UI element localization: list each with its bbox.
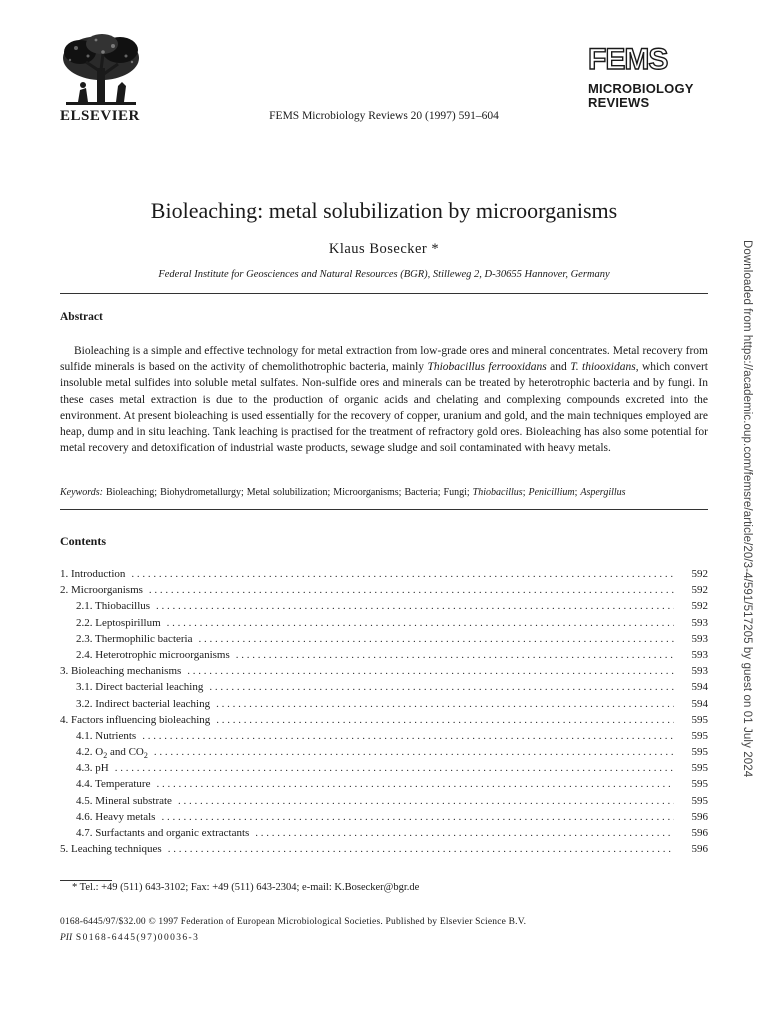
toc-entry[interactable] [60, 568, 708, 584]
divider [60, 509, 708, 510]
toc-leader-dots [156, 600, 674, 612]
toc-entry-label: 4.5. Mineral substrate [76, 794, 172, 807]
toc-entry-page: 595 [691, 778, 708, 791]
toc-entry[interactable] [60, 827, 708, 843]
contents-heading: Contents [60, 534, 107, 548]
toc-entry-page: 593 [691, 616, 708, 629]
toc-entry[interactable] [60, 714, 708, 730]
toc-leader-dots [198, 633, 674, 645]
toc-leader-dots [168, 843, 674, 855]
author-affiliation: Federal Institute for Geosciences and Natural Resources (BGR), Stilleweg 2, D-30655 Hannover, Germany [158, 269, 610, 280]
toc-entry-label: 2.1. Thiobacillus [76, 600, 151, 613]
toc-entry[interactable] [60, 778, 708, 794]
toc-entry[interactable] [60, 665, 708, 681]
abstract-text-part: , which convert insoluble metal sulfides into soluble metal sulfates. Non-sulfide ores and minerals can be treated by heterotrophic bacteria and by fungi. In these cases metal extraction is due to the production of organic acids and chelating and complexing compounds excreted into the environment. At present bioleaching is used essentially for the recovery of copper, uranium and gold, and the main techniques employed are heap, dump and in situ leaching. Tank leaching is practised for the treatment of refractory gold ores. Bioleaching has also some potential for metal recovery and detoxification of industrial waste products, sewage sludge and soil contaminated with heavy metals. [60, 361, 708, 455]
journal-reference: FEMS Microbiology Reviews 20 (1997) 591–604 [269, 110, 499, 122]
toc-leader-dots [255, 827, 674, 839]
toc-leader-dots [167, 617, 674, 629]
keyword-italic: Thiobacillus [472, 487, 523, 498]
publisher-name: ELSEVIER [60, 108, 140, 124]
footnote-divider [60, 880, 112, 881]
toc-entry-label: 4. Factors influencing bioleaching [60, 713, 211, 726]
divider [60, 293, 708, 294]
toc-entry-page: 594 [691, 697, 708, 710]
toc-entry-page: 594 [691, 681, 708, 694]
elsevier-tree-logo [58, 32, 144, 112]
toc-entry-label: 2.2. Leptospirillum [76, 616, 161, 629]
toc-entry-label: 3. Bioleaching mechanisms [60, 665, 182, 678]
keywords [60, 487, 708, 498]
toc-entry[interactable] [60, 843, 708, 859]
toc-entry-page: 595 [691, 713, 708, 726]
keywords-list: Bioleaching; Biohydrometallurgy; Metal solubilization; Microorganisms; Bacteria; Fungi; [105, 487, 473, 498]
toc-leader-dots [236, 649, 674, 661]
toc-entry-page: 596 [691, 827, 708, 839]
toc-entry-page: 592 [691, 600, 708, 613]
toc-entry-label: 4.1. Nutrients [76, 729, 137, 742]
abstract-text [60, 343, 708, 456]
toc-entry-page: 593 [691, 632, 708, 645]
species-name: Thiobacillus ferrooxidans [427, 361, 547, 374]
toc-entry[interactable] [60, 681, 708, 697]
abstract-heading: Abstract [60, 311, 103, 323]
toc-entry-page: 595 [691, 746, 708, 759]
toc-entry-label: 3.1. Direct bacterial leaching [76, 681, 204, 694]
toc-leader-dots [216, 714, 674, 726]
fems-journal-logo [588, 43, 692, 73]
toc-entry[interactable] [60, 730, 708, 746]
toc-entry-label: 4.7. Surfactants and organic extractants [76, 827, 250, 839]
toc-entry[interactable] [60, 698, 708, 714]
toc-entry-label: 1. Introduction [60, 568, 126, 580]
abstract-text-part: Bioleaching is a simple and effective technology for metal extraction from low-grade ores and mineral concentrates. Metal recovery from sulfide minerals is based on the activity of chemolithotrophic bacteria, mainly [60, 345, 708, 374]
toc-entry-label: 2.4. Heterotrophic microorganisms [76, 648, 230, 661]
keyword-separator: ; [574, 487, 581, 498]
toc-entry-page: 592 [691, 584, 708, 597]
toc-leader-dots [161, 811, 674, 823]
toc-leader-dots [216, 698, 674, 710]
journal-name-line1: MICROBIOLOGY [588, 81, 694, 96]
pii-label: PII [60, 933, 73, 943]
toc-leader-dots [156, 778, 674, 790]
toc-leader-dots [142, 730, 674, 742]
toc-entry[interactable] [60, 762, 708, 778]
toc-leader-dots [178, 795, 674, 807]
toc-leader-dots [187, 665, 674, 677]
toc-entry[interactable] [60, 795, 708, 811]
toc-leader-dots [209, 681, 674, 693]
paper-title: Bioleaching: metal solubilization by microorganisms [150, 198, 618, 223]
toc-entry-page: 592 [691, 568, 708, 580]
toc-entry-label: 5. Leaching techniques [60, 843, 162, 856]
keywords-label: Keywords: [60, 487, 103, 498]
toc-leader-dots [131, 568, 674, 580]
toc-entry-label: 4.2. $O_2$ and $CO_2$ [76, 746, 148, 761]
table-of-contents [60, 568, 708, 859]
toc-entry[interactable] [60, 600, 708, 616]
pii-value: S0168-6445(97)00036-3 [75, 933, 200, 943]
toc-entry[interactable] [60, 633, 708, 649]
toc-entry[interactable] [60, 746, 708, 762]
toc-entry-label: 2. Microorganisms [60, 584, 143, 597]
toc-leader-dots [149, 584, 674, 596]
toc-entry-page: 593 [691, 665, 708, 678]
keyword-italic: Penicillium [528, 487, 575, 498]
copyright-line: 0168-6445/97/$32.00 © 1997 Federation of European Microbiological Societies. Published by Elsevier Science B.V. [60, 917, 527, 927]
toc-entry[interactable] [60, 649, 708, 665]
abstract-text-part: and [546, 361, 571, 374]
keyword-separator: ; [522, 487, 529, 498]
toc-entry-page: 596 [691, 843, 708, 856]
toc-entry-page: 595 [691, 729, 708, 742]
toc-entry[interactable] [60, 584, 708, 600]
toc-entry-page: 593 [691, 648, 708, 661]
download-watermark[interactable]: Downloaded from https://academic.oup.com/femsre/article/20/3-4/591/517205 by guest on 01 July 2024 [741, 240, 753, 778]
pii-line [60, 933, 199, 943]
toc-entry-page: 596 [691, 810, 708, 823]
keyword-italic: Aspergillus [580, 487, 626, 498]
toc-entry-label: 2.3. Thermophilic bacteria [76, 632, 193, 645]
toc-leader-dots [115, 762, 674, 774]
toc-entry-page: 595 [691, 794, 708, 807]
toc-leader-dots [154, 746, 674, 758]
journal-name-line2: REVIEWS [588, 95, 650, 110]
toc-entry-label: 4.6. Heavy metals [76, 810, 156, 823]
toc-entry-page: 595 [691, 762, 708, 775]
toc-entry[interactable] [60, 811, 708, 827]
species-name: T. thiooxidans [570, 361, 636, 374]
toc-entry-label: 4.4. Temperature [76, 778, 151, 791]
author-name[interactable]: Klaus Bosecker * [328, 241, 440, 257]
toc-entry-label: 3.2. Indirect bacterial leaching [76, 697, 211, 710]
toc-entry-label: 4.3. pH [76, 762, 109, 775]
fems-logo-text: FEMS [588, 43, 668, 73]
toc-entry[interactable] [60, 617, 708, 633]
author-contact-footnote: * Tel.: +49 (511) 643-3102; Fax: +49 (511) 643-2304; e-mail: K.Bosecker@bgr.de [72, 882, 420, 893]
